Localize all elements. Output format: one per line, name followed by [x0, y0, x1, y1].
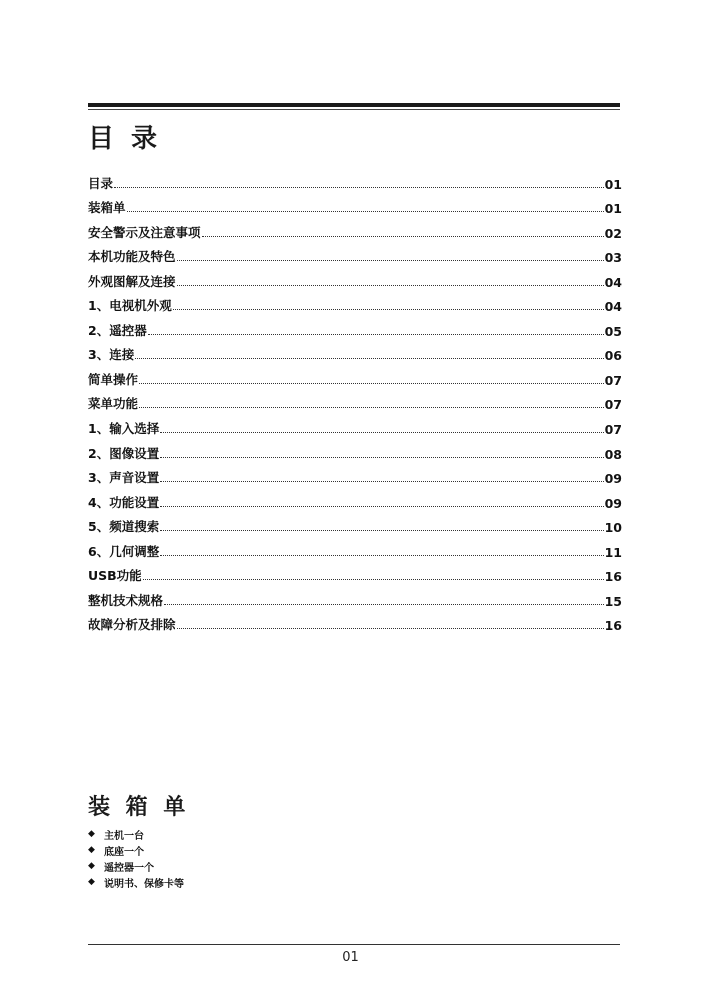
toc-dot-leader [148, 334, 604, 335]
toc-entry[interactable] [88, 560, 622, 585]
toc-entry[interactable] [88, 437, 622, 462]
toc-dot-leader [160, 457, 603, 458]
packing-list-item [88, 826, 184, 842]
toc-entry-label: 1、电视机外观 [88, 298, 172, 314]
toc-dot-leader [177, 260, 604, 261]
toc-entry[interactable] [88, 363, 622, 388]
toc-entry-label: 外观图解及连接 [88, 273, 176, 289]
toc-entry-label: 整机技术规格 [88, 592, 164, 608]
toc-entry-label: 菜单功能 [88, 396, 139, 412]
toc-dot-leader [114, 187, 604, 188]
toc-entry[interactable] [88, 462, 622, 487]
toc-entry-page: 05 [604, 323, 622, 339]
toc-entry-label: 简单操作 [88, 371, 139, 387]
toc-entry-label: 故障分析及排除 [88, 617, 176, 633]
toc-entry[interactable] [88, 511, 622, 536]
toc-entry-label: 5、频道搜索 [88, 519, 160, 535]
toc-entry[interactable] [88, 167, 622, 192]
toc-entry-page: 02 [604, 225, 622, 241]
toc-dot-leader [127, 211, 604, 212]
toc-dot-leader [135, 358, 603, 359]
diamond-bullet-icon: ◆ [88, 829, 95, 839]
toc-entry-page: 16 [604, 618, 622, 634]
toc-dot-leader [160, 506, 603, 507]
toc-dot-leader [177, 285, 604, 286]
toc-entry-label: 1、输入选择 [88, 421, 160, 437]
bottom-rule [88, 944, 620, 945]
toc-entry-page: 11 [604, 544, 622, 560]
toc-entry[interactable] [88, 388, 622, 413]
packing-list-item [88, 858, 184, 874]
top-rule-thin [88, 109, 620, 110]
toc-entry-page: 01 [604, 176, 622, 192]
toc-dot-leader [202, 236, 604, 237]
toc-entry-page: 07 [604, 372, 622, 388]
diamond-bullet-icon: ◆ [88, 877, 95, 887]
toc-entry[interactable] [88, 265, 622, 290]
toc-entry-label: 3、声音设置 [88, 470, 160, 486]
toc-entry-page: 07 [604, 397, 622, 413]
table-of-contents [88, 167, 622, 633]
toc-dot-leader [160, 530, 603, 531]
page-number: 01 [342, 950, 359, 965]
toc-entry-label: 安全警示及注意事项 [88, 224, 201, 240]
toc-entry-page: 06 [604, 348, 622, 364]
toc-entry-page: 15 [604, 593, 622, 609]
toc-entry-page: 03 [604, 250, 622, 266]
packing-list-item [88, 874, 184, 890]
toc-dot-leader [139, 383, 604, 384]
toc-entry[interactable] [88, 290, 622, 315]
toc-dot-leader [143, 579, 604, 580]
toc-entry-label: 2、遥控器 [88, 322, 147, 338]
toc-entry[interactable] [88, 535, 622, 560]
toc-entry-page: 04 [604, 274, 622, 290]
toc-entry-label: 目录 [88, 175, 114, 191]
toc-entry-label: 3、连接 [88, 347, 135, 363]
toc-dot-leader [173, 309, 604, 310]
toc-entry-label: 装箱单 [88, 200, 126, 216]
toc-entry[interactable] [88, 609, 622, 634]
toc-entry-page: 04 [604, 299, 622, 315]
toc-dot-leader [177, 628, 604, 629]
packing-list-item-label: 底座一个 [104, 846, 144, 858]
toc-entry[interactable] [88, 192, 622, 217]
toc-entry-label: 本机功能及特色 [88, 249, 176, 265]
packing-list-item-label: 主机一台 [104, 830, 144, 842]
toc-entry-label: USB功能 [88, 568, 142, 584]
toc-entry-page: 01 [604, 201, 622, 217]
packing-list-item-label: 遥控器一个 [104, 862, 154, 874]
toc-entry[interactable] [88, 314, 622, 339]
toc-entry[interactable] [88, 486, 622, 511]
toc-entry-label: 2、图像设置 [88, 445, 160, 461]
toc-dot-leader [139, 407, 604, 408]
toc-entry[interactable] [88, 216, 622, 241]
toc-dot-leader [160, 481, 603, 482]
toc-entry-page: 07 [604, 422, 622, 438]
toc-entry-page: 09 [604, 471, 622, 487]
toc-dot-leader [164, 604, 604, 605]
top-rule [88, 103, 620, 107]
toc-entry[interactable] [88, 339, 622, 364]
toc-dot-leader [160, 432, 603, 433]
packing-list-title: 装 箱 单 [88, 795, 190, 820]
toc-entry-page: 09 [604, 495, 622, 511]
toc-entry-label: 6、几何调整 [88, 543, 160, 559]
packing-list [88, 826, 184, 890]
toc-entry-page: 16 [604, 569, 622, 585]
toc-entry-page: 10 [604, 520, 622, 536]
diamond-bullet-icon: ◆ [88, 845, 95, 855]
packing-list-item-label: 说明书、保修卡等 [104, 878, 184, 890]
toc-entry[interactable] [88, 584, 622, 609]
toc-entry-label: 4、功能设置 [88, 494, 160, 510]
diamond-bullet-icon: ◆ [88, 861, 95, 871]
page-title: 目 录 [88, 124, 162, 154]
toc-entry[interactable] [88, 412, 622, 437]
packing-list-item [88, 842, 184, 858]
toc-entry[interactable] [88, 241, 622, 266]
toc-entry-page: 08 [604, 446, 622, 462]
toc-dot-leader [160, 555, 603, 556]
